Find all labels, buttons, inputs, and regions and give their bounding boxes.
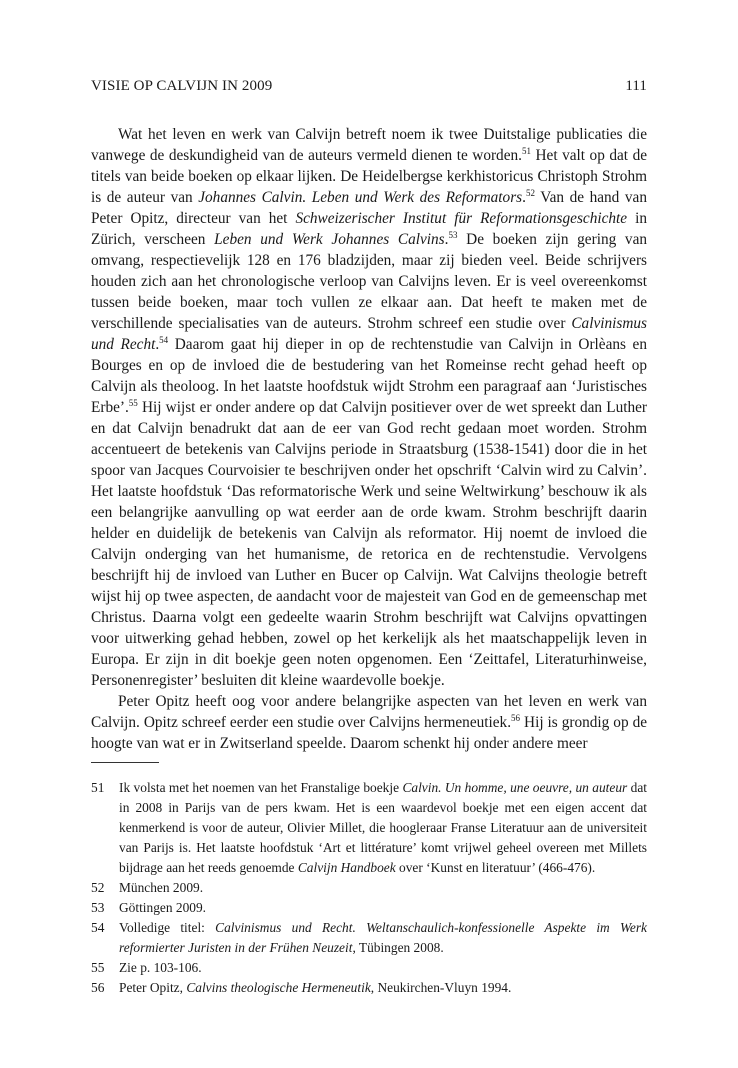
footnotes [91,778,647,998]
footnote-number: 55 [91,960,105,975]
running-title: VISIE OP CALVIJN IN 2009 [91,78,273,94]
text-run: , Tübingen 2008. [352,940,444,955]
footnote-number: 52 [91,880,105,895]
text-run: Zie p. 103-106. [119,960,202,975]
text-run: Het valt op dat de titels van beide boeken op elkaar lijken. De Heidelbergse kerkhistoricus Christoph Strohm is de auteur van [91,147,648,206]
footnote-text [119,880,203,895]
text-run: Peter Opitz, [119,980,187,995]
footnote [91,918,647,958]
text-run: Volledige titel: [119,920,216,935]
footnote-text [119,900,206,915]
italic-title: Schweizerischer Institut für Reformationsgeschichte [295,210,628,227]
body-text [91,124,647,754]
footnote-number: 54 [91,920,105,935]
text-run: Hij is grondig op de hoogte van wat er in Zwitserland speelde. Daarom schenkt hij onder andere meer [91,714,648,752]
footnote [91,778,647,878]
text-run: Van de hand van Peter Opitz, directeur van het [91,189,647,227]
text-run: , Neukirchen-Vluyn 1994. [370,980,512,995]
italic-title: Calvin. Un homme, une oeuvre, un auteur [402,780,628,795]
footnote [91,878,647,898]
footnote-number: 51 [91,780,105,795]
page-number: 111 [625,78,647,94]
footnote-ref: 55 [128,398,138,408]
text-run: De boeken zijn gering van omvang, respectievelijk 128 en 176 bladzijden, maar zij bieden veel. Beide schrijvers houden zich aan het chronologische verloop van Calvijns leven. Er is veel overeenkomst tussen beide boeken, maar toch vullen ze elkaar aan. Dat heeft te maken met de verschillende specialisaties van de auteurs. Strohm schreef een studie over [91,231,648,332]
footnote-number: 53 [91,900,105,915]
footnote-text [119,780,647,875]
text-run: dat in 2008 in Parijs van de pers kwam. Het is een waardevol boekje met een eigen accent dat kenmerkend is voor de auteur, Olivier Millet, die hoogleraar Franse Literatuur aan de universiteit van Parijs is. Het laatste hoofdstuk ‘Art et littérature’ komt vrijwel geheel overeen met Millets bijdrage aan het reeds genoemde [119,780,647,875]
footnote-number: 56 [91,980,105,995]
italic-title: Johannes Calvin. Leben und Werk des Reformators [198,189,523,206]
italic-title: Calvijn Handboek [297,860,396,875]
footnote-text [119,980,511,995]
footnote-rule [91,762,159,763]
footnote [91,978,647,998]
italic-title: Calvinismus und Recht. Weltanschaulich-konfessionelle Aspekte im Werk reformierter Juristen in der Frühen Neuzeit [119,920,647,955]
footnote-ref: 56 [511,713,521,723]
running-header [91,78,647,100]
footnote-text [119,920,647,955]
text-run: . [155,336,160,353]
footnote [91,958,647,978]
text-run: Daarom gaat hij dieper in op de rechtenstudie van Calvijn in Orlèans en Bourges en op de invloed die de bestudering van het Romeinse recht gehad heeft op Calvijn als theoloog. In het laatste hoofdstuk wijdt Strohm een paragraaf aan ‘Juristisches Erbe’. [91,336,647,416]
footnote-ref: 52 [525,188,535,198]
paragraph [91,691,647,754]
paragraph [91,124,647,691]
text-run: Wat het leven en werk van Calvijn betreft noem ik twee Duitstalige publicaties die vanwege de deskundigheid van de auteurs vermeld dienen te worden. [91,126,647,164]
text-run: Hij wijst er onder andere op dat Calvijn positiever over de wet spreekt dan Luther en dat Calvijn benadrukt dat aan de eer van God recht gedaan moet worden. Strohm accentueert de betekenis van Calvijns periode in Straatsburg (1538-1541) door die in het spoor van Jacques Courvoisier te beschrijven onder het opschrift ‘Calvin wird zu Calvin’. Het laatste hoofdstuk ‘Das reformatorische Werk und seine Weltwirkung’ beschouw ik als een belangrijke aanvulling op wat eerder aan de orde kwam. Strohm beschrijft daarin helder en duidelijk de betekenis van Calvijn als reformator. Hij noemt de invloed die Calvijn onderging van het humanisme, de retorica en de rechtenstudie. Vervolgens beschrijft hij de invloed van Luther en Bucer op Calvijn. Wat Calvijns theologie betreft wijst hij op twee aspecten, de aandacht voor de majesteit van God en de gemeenschap met Christus. Daarna volgt een gedeelte waarin Strohm beschrijft wat Calvijns opvattingen voor uitwerking gehad hebben, zowel op het kerkelijk als het maatschappelijk leven in Europa. Er zijn in dit boekje geen noten opgenomen. Een ‘Zeittafel, Literaturhinweise, Personenregister’ besluiten dit kleine waardevolle boekje. [91,399,647,689]
text-run: over ‘Kunst en literatuur’ (466-476). [395,860,596,875]
footnote-ref: 54 [159,335,169,345]
text-run: Ik volsta met het noemen van het Franstalige boekje [119,780,403,795]
italic-title: Leben und Werk Johannes Calvins [214,231,445,248]
text-run: Peter Opitz heeft oog voor andere belangrijke aspecten van het leven en werk van Calvijn. Opitz schreef eerder een studie over Calvijns hermeneutiek. [91,693,647,731]
italic-title: Calvinismus und Recht [91,315,647,353]
footnote [91,898,647,918]
text-run: in Zürich, verscheen [91,210,647,248]
text-run: Göttingen 2009. [119,900,207,915]
footnote-text [119,960,202,975]
text-run: . [522,189,526,206]
footnote-ref: 53 [448,230,458,240]
footnote-ref: 51 [521,146,531,156]
text-run: . [444,231,449,248]
italic-title: Calvins theologische Hermeneutik [186,980,371,995]
text-run: München 2009. [119,880,204,895]
